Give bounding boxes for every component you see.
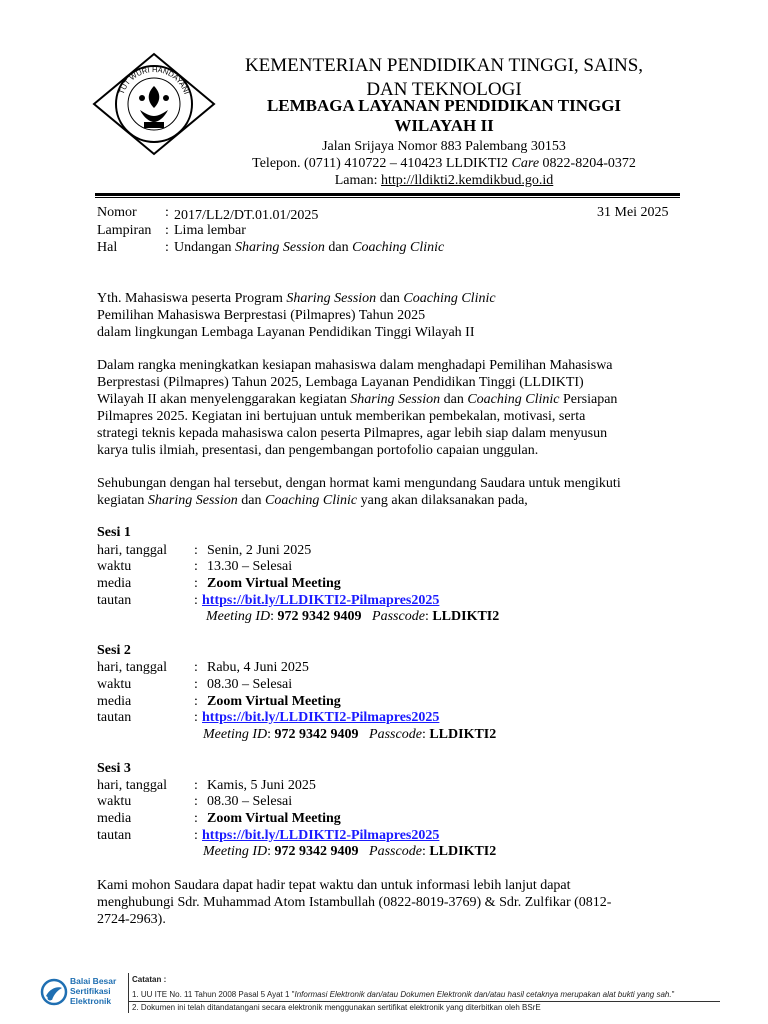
session-1-title: Sesi 1 bbox=[97, 525, 131, 540]
session-3-media-label: media bbox=[97, 811, 132, 826]
bsre-name: Balai Besar Sertifikasi Elektronik bbox=[70, 976, 117, 1006]
session-1-link[interactable]: https://bit.ly/LLDIKTI2-Pilmapres2025 bbox=[202, 593, 440, 608]
session-3-media: Zoom Virtual Meeting bbox=[207, 811, 341, 826]
session-3-time-label: waktu bbox=[97, 794, 132, 809]
logo-motto: TUT WURI HANDAYANI bbox=[116, 64, 192, 96]
hal-value: Undangan Sharing Session dan Coaching Clinic bbox=[174, 240, 445, 255]
session-2-time-colon: : bbox=[194, 677, 198, 692]
session-1-day: Senin, 2 Juni 2025 bbox=[207, 543, 312, 558]
recipient-line-1: Yth. Mahasiswa peserta Program Sharing Session dan Coaching Clinic bbox=[97, 291, 496, 306]
session-1-time-colon: : bbox=[194, 559, 198, 574]
session-1-time-label: waktu bbox=[97, 559, 132, 574]
session-2-time-label: waktu bbox=[97, 677, 132, 692]
lampiran-value: Lima lembar bbox=[174, 223, 246, 238]
footer-catatan: Catatan : bbox=[132, 975, 167, 984]
ministry-name: KEMENTERIAN PENDIDIKAN TINGGI, SAINS, DAN TEKNOLOGI bbox=[244, 55, 644, 100]
closing-line-1: Kami mohon Saudara dapat hadir tepat waktu dan untuk informasi lebih lanjut dapat bbox=[97, 878, 571, 893]
footer-divider-vertical bbox=[128, 973, 129, 1013]
session-1-media: Zoom Virtual Meeting bbox=[207, 576, 341, 591]
session-3-link-colon: : bbox=[194, 828, 198, 843]
recipient-line-3: dalam lingkungan Lembaga Layanan Pendidikan Tinggi Wilayah II bbox=[97, 325, 475, 340]
session-2-meeting-info: Meeting ID: 972 9342 9409 Passcode: LLDIKTI2 bbox=[203, 727, 497, 742]
session-1-media-colon: : bbox=[194, 576, 198, 591]
session-1-day-label: hari, tanggal bbox=[97, 543, 167, 558]
session-3-media-colon: : bbox=[194, 811, 198, 826]
session-3-link-label: tautan bbox=[97, 828, 132, 843]
session-3-day-colon: : bbox=[194, 778, 198, 793]
tut-wuri-handayani-logo bbox=[92, 52, 216, 156]
session-3-time-colon: : bbox=[194, 794, 198, 809]
footer-note-2: 2. Dokumen ini telah ditandatangani secara elektronik menggunakan sertifikat elektronik yang diterbitkan oleh BSrE bbox=[132, 1003, 541, 1012]
session-2-link-label: tautan bbox=[97, 710, 132, 725]
session-2-title: Sesi 2 bbox=[97, 643, 131, 658]
website: Laman: http://lldikti2.kemdikbud.go.id bbox=[334, 173, 554, 188]
letterhead-rule-thick bbox=[95, 193, 680, 196]
para1-line-2: Berprestasi (Pilmapres) Tahun 2025, Lembaga Layanan Pendidikan Tinggi (LLDIKTI) bbox=[97, 375, 584, 390]
session-2-day: Rabu, 4 Juni 2025 bbox=[207, 660, 309, 675]
session-2-media-label: media bbox=[97, 694, 132, 709]
footer-divider bbox=[128, 1001, 720, 1002]
recipient-line-2: Pemilihan Mahasiswa Berprestasi (Pilmapres) Tahun 2025 bbox=[97, 308, 426, 323]
session-2-day-label: hari, tanggal bbox=[97, 660, 167, 675]
session-3-title: Sesi 3 bbox=[97, 761, 131, 776]
nomor-label: Nomor bbox=[97, 205, 137, 220]
session-2-day-colon: : bbox=[194, 660, 198, 675]
phone: Telepon. (0711) 410722 – 410423 LLDIKTI2 Care 0822-8204-0372 bbox=[252, 156, 636, 171]
closing-line-2: menghubungi Sdr. Muhammad Atom Istambullah (0822-8019-3769) & Sdr. Zulfikar (0812- bbox=[97, 895, 612, 910]
session-1-meeting-info: Meeting ID: 972 9342 9409 Passcode: LLDIKTI2 bbox=[206, 609, 500, 624]
session-2-media: Zoom Virtual Meeting bbox=[207, 694, 341, 709]
address: Jalan Srijaya Nomor 883 Palembang 30153 bbox=[322, 139, 566, 154]
para1-line-6: karya tulis ilmiah, presentasi, dan pengembangan portofolio capaian unggulan. bbox=[97, 443, 539, 458]
session-3-link[interactable]: https://bit.ly/LLDIKTI2-Pilmapres2025 bbox=[202, 828, 440, 843]
hal-colon: : bbox=[165, 240, 169, 255]
session-2-link-colon: : bbox=[194, 710, 198, 725]
para2-line-2: kegiatan Sharing Session dan Coaching Clinic yang akan dilaksanakan pada, bbox=[97, 493, 528, 508]
session-1-link-colon: : bbox=[194, 593, 198, 608]
session-2-media-colon: : bbox=[194, 694, 198, 709]
letter-date: 31 Mei 2025 bbox=[597, 205, 669, 220]
session-1-link-label: tautan bbox=[97, 593, 132, 608]
session-2-link[interactable]: https://bit.ly/LLDIKTI2-Pilmapres2025 bbox=[202, 710, 440, 725]
session-1-time: 13.30 – Selesai bbox=[207, 559, 293, 574]
session-3-meeting-info: Meeting ID: 972 9342 9409 Passcode: LLDIKTI2 bbox=[203, 844, 497, 859]
nomor-colon: : bbox=[165, 205, 169, 220]
lampiran-label: Lampiran bbox=[97, 223, 152, 238]
para1-line-4: Pilmapres 2025. Kegiatan ini bertujuan untuk memberikan pembekalan, motivasi, serta bbox=[97, 409, 586, 424]
session-2-time: 08.30 – Selesai bbox=[207, 677, 293, 692]
session-3-day-label: hari, tanggal bbox=[97, 778, 167, 793]
lampiran-colon: : bbox=[165, 223, 169, 238]
session-1-day-colon: : bbox=[194, 543, 198, 558]
session-3-time: 08.30 – Selesai bbox=[207, 794, 293, 809]
footer-note-1: 1. UU ITE No. 11 Tahun 2008 Pasal 5 Ayat 1 "Informasi Elektronik dan/atau Dokumen Elektronik dan/atau hasil cetaknya merupakan alat bukti yang sah." bbox=[132, 990, 675, 999]
para2-line-1: Sehubungan dengan hal tersebut, dengan hormat kami mengundang Saudara untuk mengikuti bbox=[97, 476, 621, 491]
website-link[interactable]: http://lldikti2.kemdikbud.go.id bbox=[380, 173, 554, 188]
closing-line-3: 2724-2963). bbox=[97, 912, 166, 927]
bsre-logo-icon bbox=[40, 978, 68, 1006]
agency-name: LEMBAGA LAYANAN PENDIDIKAN TINGGI WILAYAH II bbox=[266, 96, 622, 135]
para1-line-5: strategi teknis kepada mahasiswa calon peserta Pilmapres, agar lebih siap dalam menyusun bbox=[97, 426, 608, 441]
session-3-day: Kamis, 5 Juni 2025 bbox=[207, 778, 316, 793]
nomor-value: 2017/LL2/DT.01.01/2025 bbox=[174, 208, 319, 223]
hal-label: Hal bbox=[97, 240, 118, 255]
para1-line-1: Dalam rangka meningkatkan kesiapan mahasiswa dalam menghadapi Pemilihan Mahasiswa bbox=[97, 358, 613, 373]
para1-line-3: Wilayah II akan menyelenggarakan kegiatan Sharing Session dan Coaching Clinic Persiapan bbox=[97, 392, 618, 407]
session-1-media-label: media bbox=[97, 576, 132, 591]
letterhead-rule-thin bbox=[95, 197, 680, 198]
